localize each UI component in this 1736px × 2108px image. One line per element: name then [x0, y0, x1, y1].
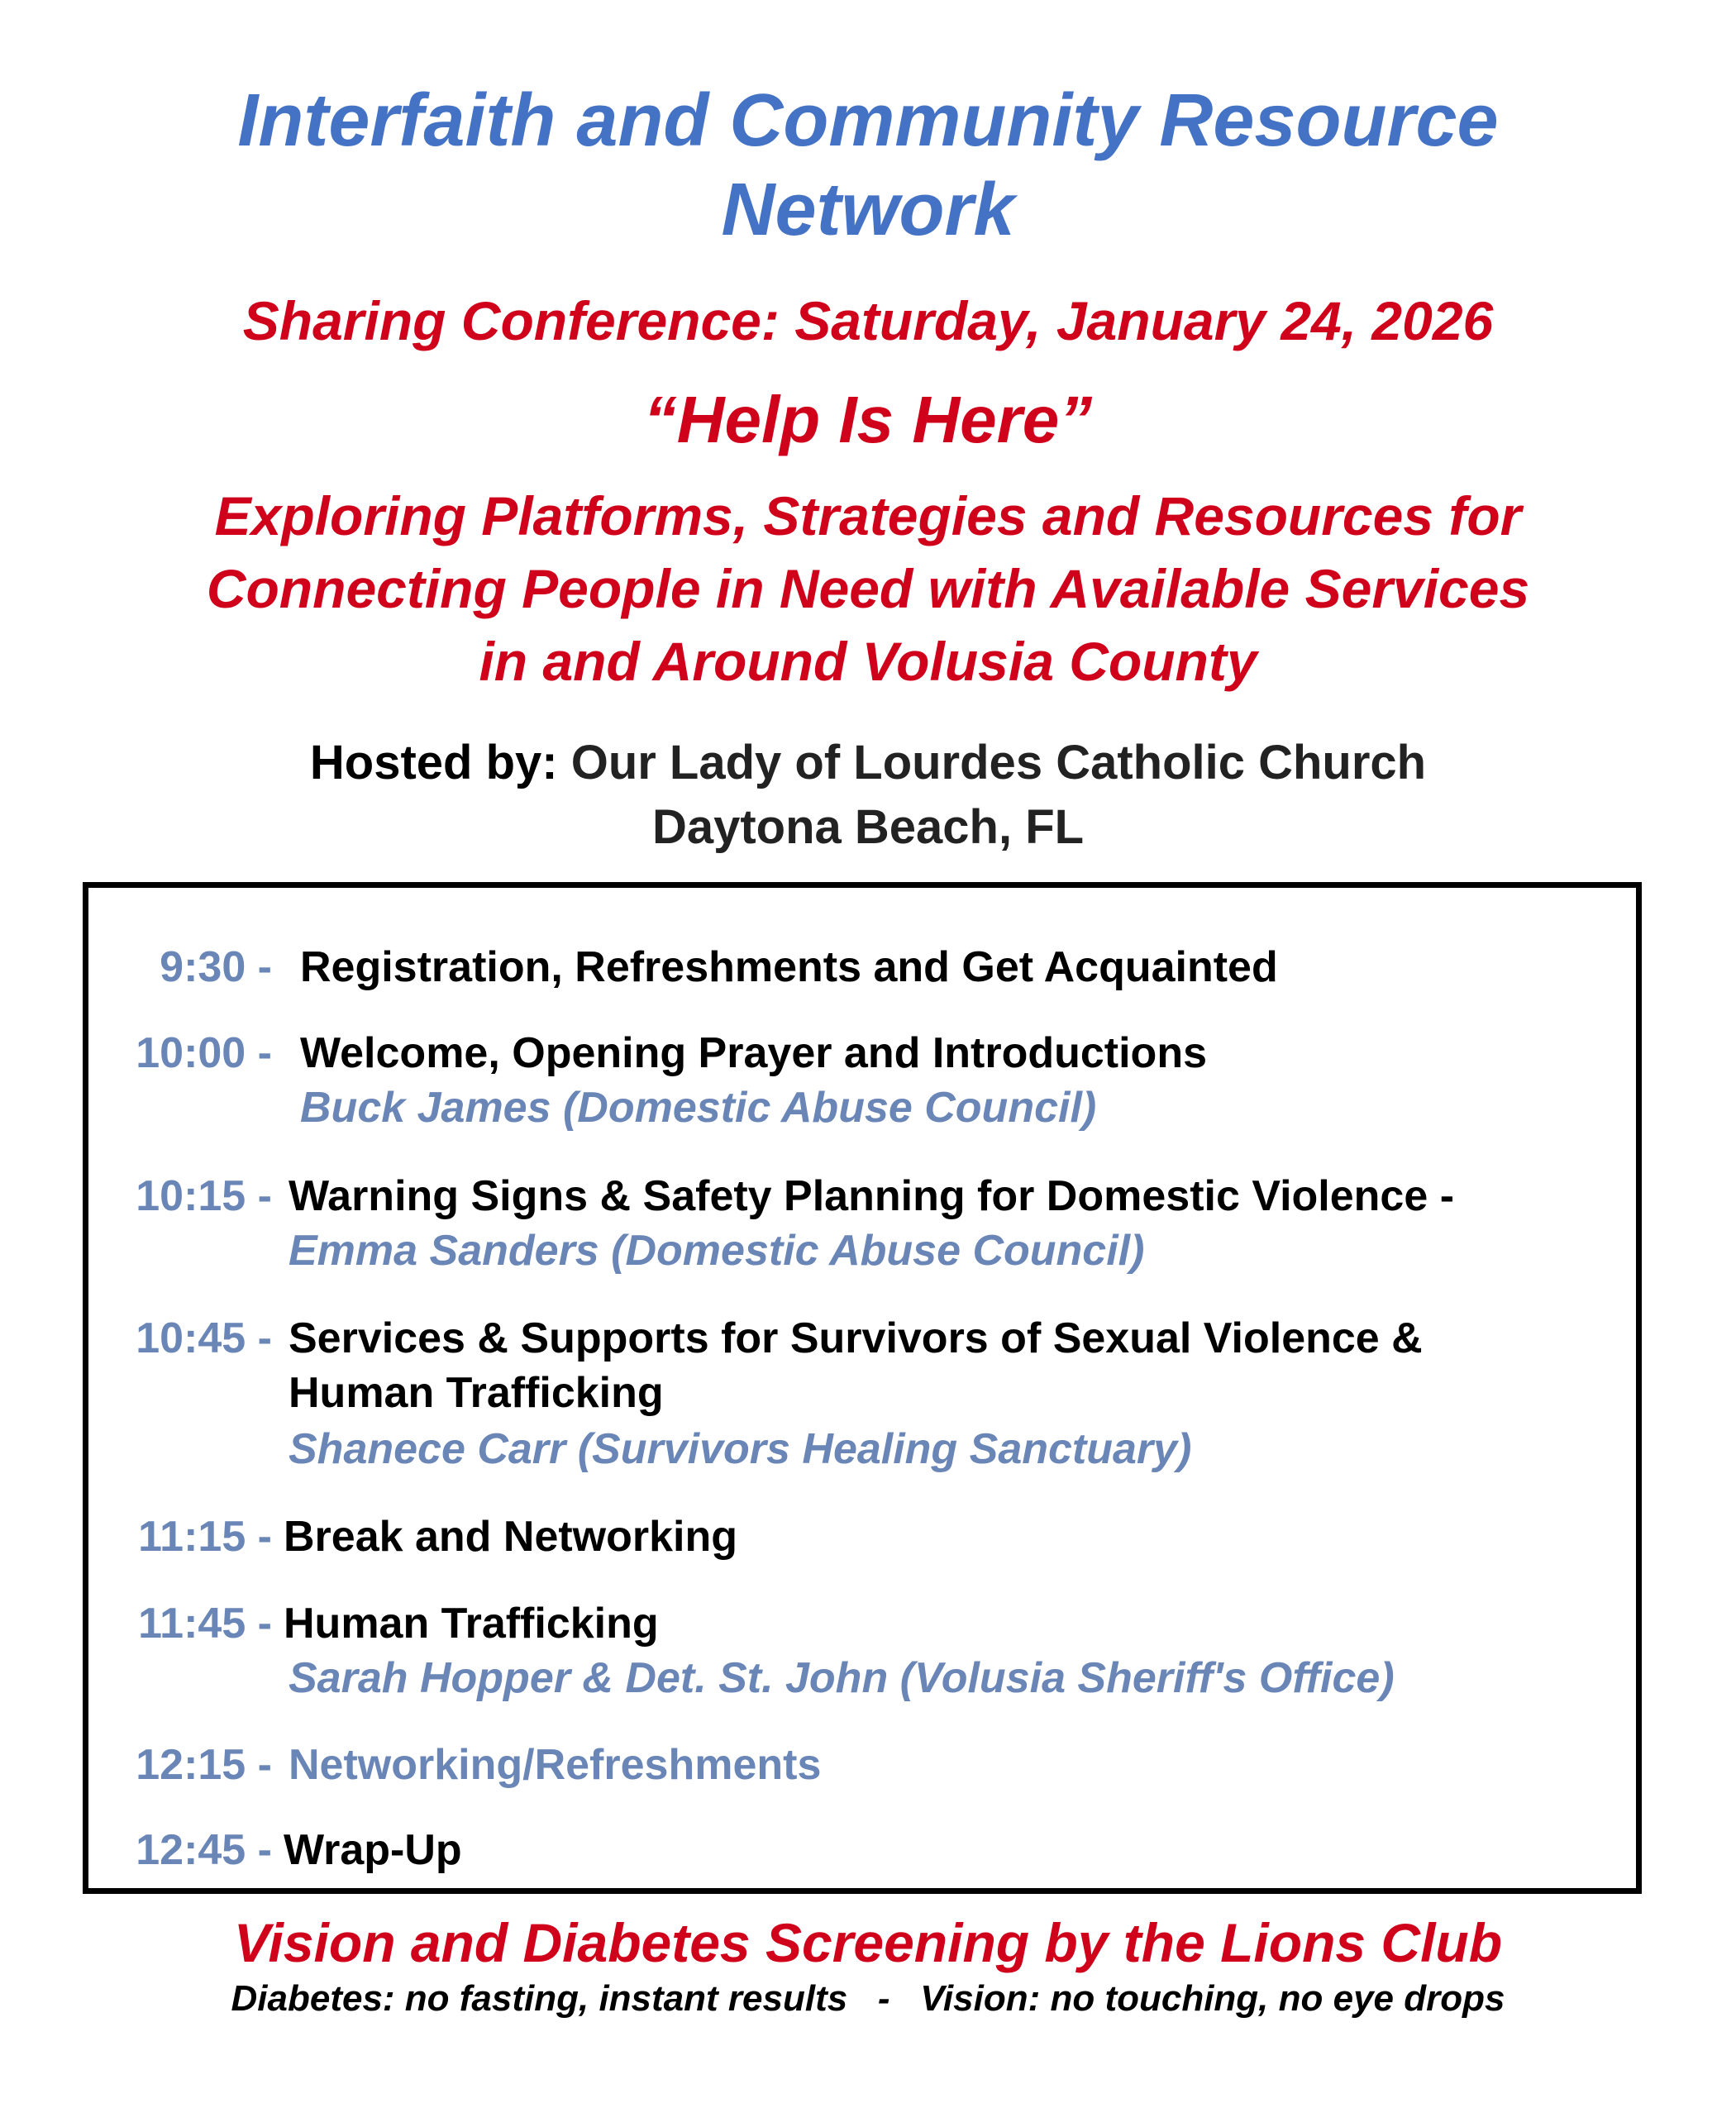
schedule-time: 11:45 - [138, 1600, 272, 1648]
schedule-time: 10:45 - [136, 1314, 272, 1362]
schedule-activity: Registration, Refreshments and Get Acquainted [300, 943, 1278, 991]
schedule-activity-line-2: Human Trafficking [289, 1369, 664, 1417]
host-info [83, 731, 1653, 860]
topic-line-1: Exploring Platforms, Strategies and Resources for [214, 485, 1522, 546]
schedule-time: 12:15 - [136, 1741, 272, 1789]
schedule-activity: Networking/Refreshments [289, 1741, 822, 1789]
host-name: Our Lady of Lourdes Catholic Church [570, 736, 1427, 789]
conference-date: Sharing Conference: Saturday, January 24, 2026 [242, 290, 1494, 351]
title-line-1: Interfaith and Community Resource [237, 79, 1499, 162]
host-location: Daytona Beach, FL [651, 800, 1085, 854]
schedule-activity: Warning Signs & Safety Planning for Domestic Violence - [289, 1172, 1455, 1220]
event-title [124, 76, 1612, 255]
screening-announcement: Vision and Diabetes Screening by the Lions Club [233, 1912, 1503, 1973]
title-line-2: Network [721, 169, 1015, 251]
schedule-activity: Human Trafficking [284, 1600, 659, 1648]
schedule-speaker: Sarah Hopper & Det. St. John (Volusia Sheriff's Office) [289, 1654, 1395, 1702]
schedule-activity: Welcome, Opening Prayer and Introductions [300, 1029, 1208, 1077]
schedule-box [83, 882, 1642, 1894]
schedule-time: 10:15 - [136, 1172, 272, 1220]
schedule-activity-continued [289, 1366, 664, 1420]
schedule-speaker: Buck James (Domestic Abuse Council) [300, 1084, 1097, 1132]
schedule-time: 12:45 - [136, 1826, 272, 1874]
host-label: Hosted by: [309, 736, 558, 789]
schedule-time: 10:00 - [136, 1029, 272, 1077]
schedule-activity: Break and Networking [284, 1513, 738, 1561]
event-topic [66, 479, 1670, 698]
event-slogan: “Help Is Here” [643, 383, 1093, 456]
screening-details: Diabetes: no fasting, instant results - Vision: no touching, no eye drops [231, 1978, 1505, 2019]
schedule-activity: Services & Supports for Survivors of Sexual Violence & [289, 1314, 1423, 1362]
schedule-activity: Wrap-Up [284, 1826, 462, 1874]
topic-line-3: in and Around Volusia County [479, 631, 1257, 692]
schedule-time: 11:15 - [138, 1513, 272, 1561]
topic-line-2: Connecting People in Need with Available Services [206, 558, 1530, 619]
schedule-time: 9:30 - [160, 943, 272, 991]
schedule-speaker: Emma Sanders (Domestic Abuse Council) [289, 1227, 1145, 1275]
schedule-speaker: Shanece Carr (Survivors Healing Sanctuary) [289, 1425, 1192, 1473]
